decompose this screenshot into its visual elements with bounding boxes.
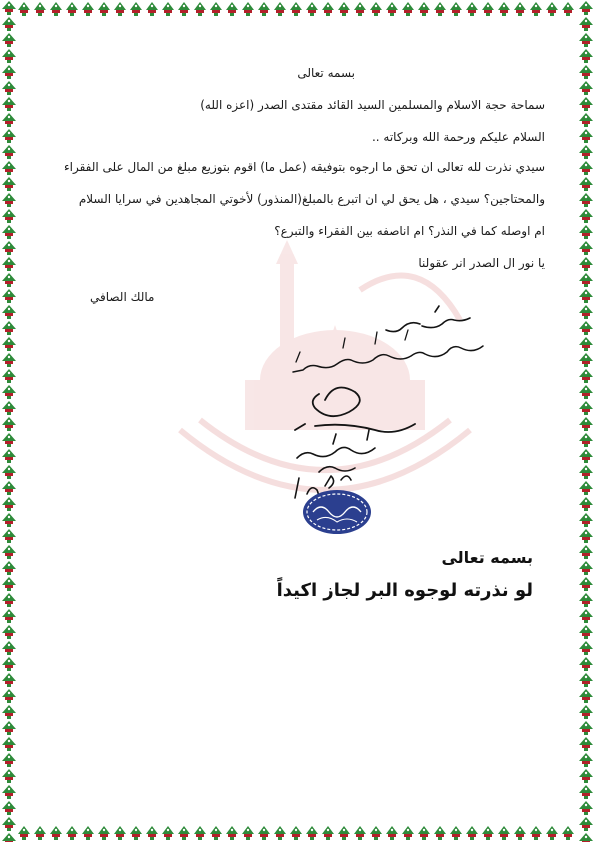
typed-reply-heading: بسمه تعالى [441, 548, 533, 567]
letter-body-line-1: سيدي نذرت لله تعالى ان تحق ما ارجوه بتوفيقه (عمل ما) اقوم بتوزيع مبلغ من المال على الفقراء [64, 160, 545, 174]
handwriting-line-2 [293, 346, 483, 372]
letter-addressee: سماحة حجة الاسلام والمسلمين السيد القائد مقتدى الصدر (اعزه الله) [200, 98, 545, 112]
border-bottom-pattern [0, 824, 595, 842]
letter-body-line-2: والمحتاجين؟ سيدي ، هل يحق لي ان اتبرع بالمبلغ(المنذور) لأخوتي المجاهدين في سرايا السلام [78, 192, 545, 206]
letter-body-line-3: ام اوصله كما في النذر؟ ام اناصفه بين الفقراء والتبرع؟ [274, 224, 545, 238]
typed-reply-text: لو نذرته لوجوه البر لجاز اكيداً [276, 580, 533, 601]
handwritten-reply [255, 300, 505, 540]
border-right-pattern [577, 0, 595, 842]
sender-name: مالك الصافي [90, 290, 155, 304]
signature-name-scribble [297, 430, 375, 458]
letter-greeting: السلام عليكم ورحمة الله وبركاته .. [371, 130, 545, 144]
handwriting-line-1 [386, 306, 470, 332]
letter-heading: بسمه تعالى [297, 66, 355, 80]
letter-closing: يا نور ال الصدر انر عقولنا [418, 256, 545, 270]
seal-stamp [303, 490, 371, 534]
border-left-pattern [0, 0, 18, 842]
signature-scribble [295, 388, 415, 433]
border-top-pattern [0, 0, 595, 18]
